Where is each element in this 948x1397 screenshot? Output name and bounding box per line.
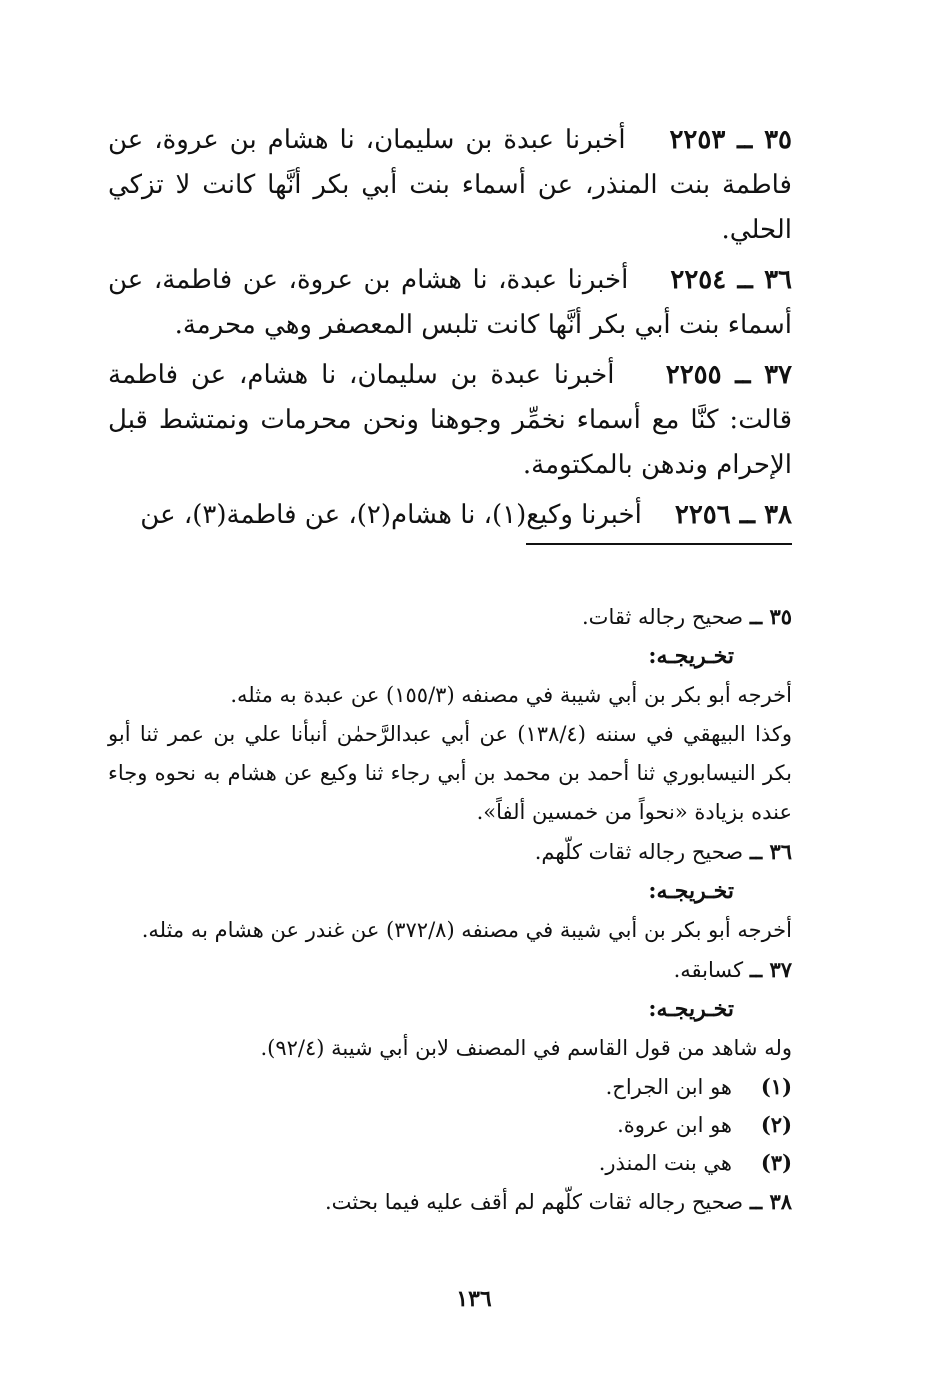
footnote-separator [526,543,792,545]
notes-section [108,597,792,1222]
page-number: ١٣٦ [456,1286,492,1312]
note-body: وله شاهد من قول القاسم في المصنف لابن أبي شيبة (٩٢/٤). [260,1036,792,1060]
hadith-number: ٣٨ ــ ٢٢٥٦ [674,500,792,530]
hadith-text: أخبرنا عبدة، نا هشام بن عروة، عن فاطمة، عن أسماء بنت أبي بكر أنَّها كانت تلبس المعصفر وهي محرمة. [108,265,792,340]
note-label: ٣٨ ــ [749,1189,792,1214]
note-grade: صحيح رجاله ثقات. [582,605,744,629]
note-label: ٣٧ ــ [749,957,792,982]
note-heading [108,597,792,637]
footnote-number: (٣) [760,1150,792,1175]
footnote [108,1106,792,1144]
note-label: ٣٥ ــ [749,604,792,629]
footnote-text: هي بنت المنذر. [598,1151,732,1175]
note-label: ٣٦ ــ [749,839,792,864]
footnote [108,1144,792,1182]
hadith-text: أخبرنا وكيع(١)، نا هشام(٢)، عن فاطمة(٣)، عن [140,500,642,530]
note-body: وكذا البيهقي في سننه (١٣٨/٤) عن أبي عبدالرَّحمٰن أنبأنا علي بن عمر ثنا أبو بكر النيسابوري ثنا أحمد بن محمد بن أبي رجاء ثنا وكيع عن هشام به نحوه وجاء عنده بزيادة «نحواً من خمسين ألفاً». [108,722,792,824]
takhrij-label: تخـريجـه: [648,996,734,1022]
takhrij-label: تخـريجـه: [648,878,734,904]
footnote-number: (١) [760,1074,792,1099]
footnote [108,1068,792,1106]
note-grade: صحيح رجاله ثقات كلّهم. [534,840,744,864]
hadith-number: ٣٧ ــ ٢٢٥٥ [665,360,792,390]
hadith-entry [108,258,792,348]
footnote-text: هو ابن عروة. [617,1113,732,1137]
footnote-text: هو ابن الجراح. [605,1075,732,1099]
hadith-entry [108,353,792,488]
hadith-text: أخبرنا عبدة بن سليمان، نا هشام بن عروة، عن فاطمة بنت المنذر، عن أسماء بنت أبي بكر أنَّها كانت لا تزكي الحلي. [108,125,792,245]
hadith-number: ٣٥ ــ ٢٢٥٣ [669,125,792,155]
note-body: أخرجه أبو بكر بن أبي شيبة في مصنفه (٣٧٢/٨) عن غندر عن هشام به مثله. [141,918,792,942]
hadith-text: أخبرنا عبدة بن سليمان، نا هشام، عن فاطمة قالت: كنَّا مع أسماء نخمِّر وجوهنا ونحن محرمات ونمتشط قبل الإحرام وندهن بالمكتومة. [108,360,792,480]
hadith-number: ٣٦ ــ ٢٢٥٤ [670,265,793,295]
hadith-entry [108,118,792,253]
footnote-number: (٢) [760,1112,792,1137]
note-grade: صحيح رجاله ثقات كلّهم لم أقف عليه فيما بحثت. [325,1190,744,1214]
note-grade: كسابقه. [673,958,744,982]
hadith-list [108,118,792,543]
takhrij-label: تخـريجـه: [648,643,734,669]
note-body: أخرجه أبو بكر بن أبي شيبة في مصنفه (١٥٥/٣) عن عبدة به مثله. [230,683,792,707]
note-heading [108,950,792,990]
hadith-entry [108,493,792,538]
note-heading [108,832,792,872]
note-heading [108,1182,792,1222]
